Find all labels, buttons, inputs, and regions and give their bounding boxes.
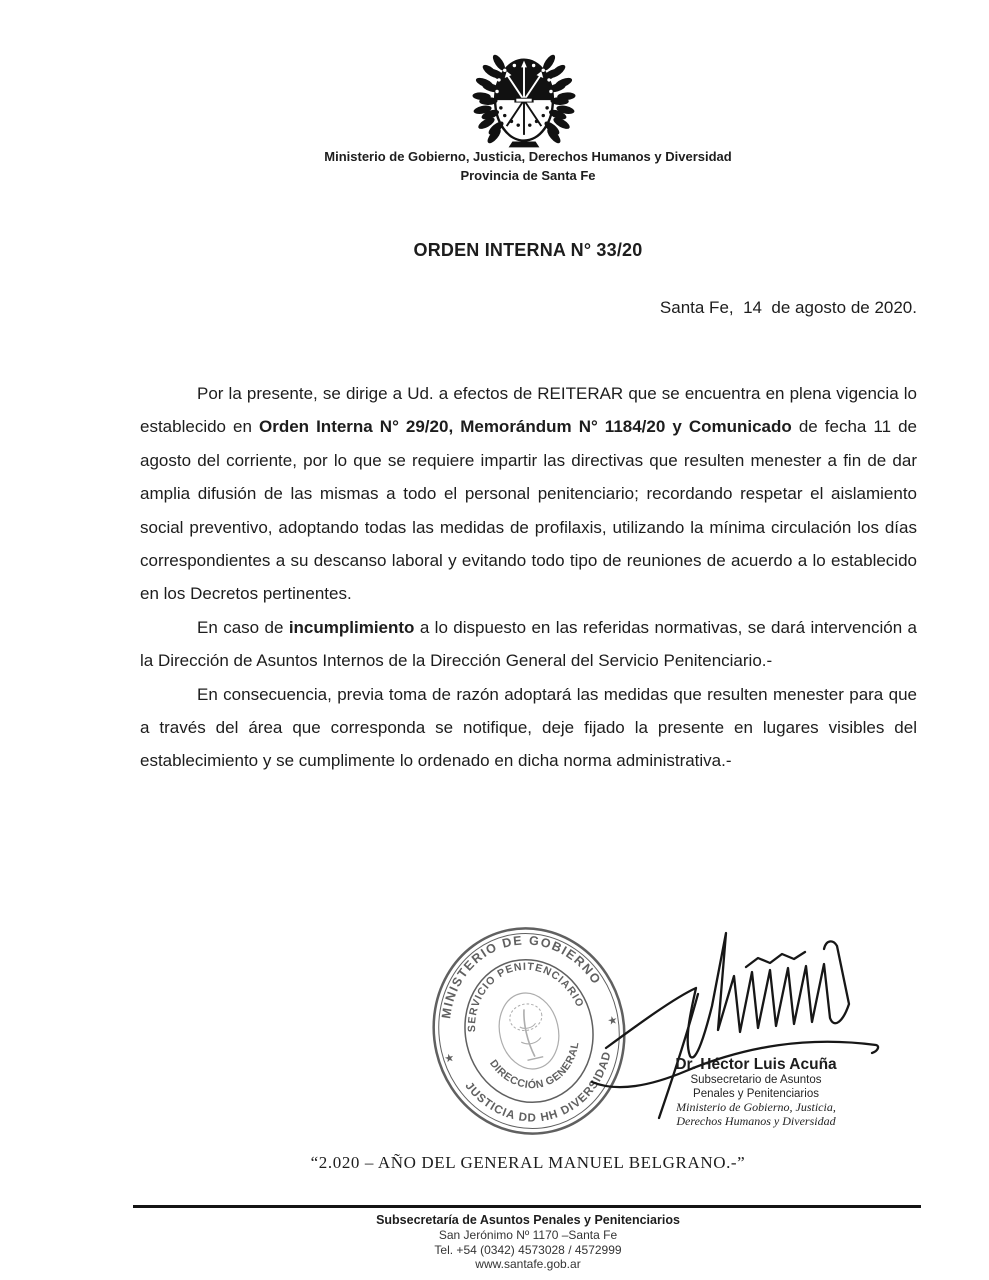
signatory-org-line2: Derechos Humanos y Diversidad (676, 1113, 836, 1128)
signatory-role-line1: Subsecretario de Asuntos (690, 1074, 822, 1086)
dateline: Santa Fe, 14 de agosto de 2020. (659, 298, 917, 317)
svg-text:DIRECCIÓN GENERAL (486, 1038, 590, 1101)
stamp-inner-bottom-text: DIRECCIÓN GENERAL (487, 1040, 582, 1092)
footer (140, 1212, 916, 1272)
year-motto: “2.020 – AÑO DEL GENERAL MANUEL BELGRANO.-” (310, 1153, 746, 1172)
signatory-role-line2: Penales y Penitenciarios (693, 1087, 819, 1100)
footer-address: San Jerónimo Nº 1170 –Santa Fe (438, 1228, 618, 1242)
signature-block (618, 1056, 894, 1128)
paragraph: En caso de incumplimiento a lo dispuesto en las referidas normativas, se dará intervención a la Dirección de Asuntos Internos de la Dirección General del Servicio Penitenciario.- (140, 617, 917, 671)
document-body (140, 377, 917, 778)
footer-website: www.santafe.gob.ar (475, 1257, 581, 1271)
signatory-name: Dr. Héctor Luis Acuña (675, 1056, 837, 1073)
paragraph: En consecuencia, previa toma de razón adoptará las medidas que resulten menester para que a través del área que corresponda se notifique, deje fijado la presente en lugares visibles del establecimiento y se cumplimente lo ordenado en dicha norma administrativa.- (140, 684, 917, 771)
stamp-inner-top-text: SERVICIO PENITENCIARIO (466, 960, 587, 1033)
footer-divider (133, 1205, 921, 1208)
stamp-outer-top-text: MINISTERIO DE GOBIERNO (439, 933, 604, 1020)
stamp-star-right-icon: ★ (606, 1014, 619, 1028)
stamp-center-emblem (492, 987, 566, 1075)
ministry-header (140, 147, 916, 185)
signatory-org-line1: Ministerio de Gobierno, Justicia, (676, 1100, 836, 1114)
stamp-outer-bottom-text: JUSTICIA DD HH DIVERSIDAD (462, 1049, 614, 1125)
document-title: ORDEN INTERNA N° 33/20 (413, 240, 643, 260)
footer-phone: Tel. +54 (0342) 4573028 / 4572999 (434, 1242, 622, 1257)
province-name: Provincia de Santa Fe (460, 168, 596, 183)
santa-fe-coat-of-arms-icon (462, 52, 586, 156)
ministry-name: Ministerio de Gobierno, Justicia, Derechos Humanos y Diversidad (324, 149, 732, 164)
footer-office: Subsecretaría de Asuntos Penales y Penitenciarios (376, 1213, 680, 1227)
paragraph: Por la presente, se dirige a Ud. a efectos de REITERAR que se encuentra en plena vigencia lo establecido en Orden Interna N° 29/20, Memorándum N° 1184/20 y Comunicado de fecha 11 de agosto del corriente, por lo que se requiere impartir las directivas que resulten menester a fin de dar amplia difusión de las mismas a todo el personal penitenciario; recordando respetar el aislamiento social preventivo, adoptando todas las medidas de profilaxis, utilizando la mínima circulación los días correspondientes a su descanso laboral y evitando todo tipo de reuniones de acuerdo a lo establecido en los Decretos pertinentes. (140, 384, 917, 604)
stamp-star-left-icon: ★ (443, 1051, 456, 1066)
